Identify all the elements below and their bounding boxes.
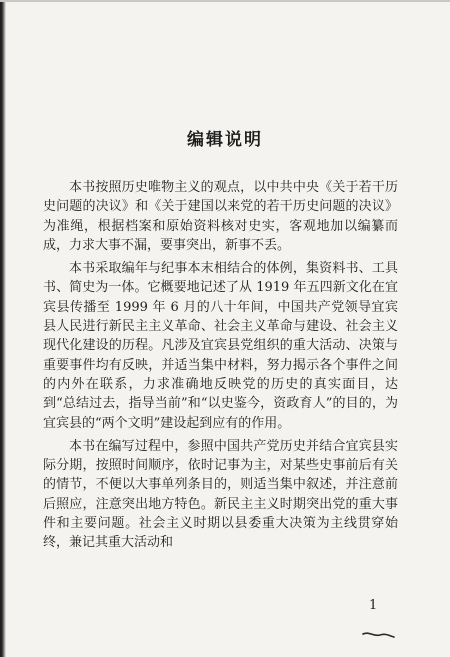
body-text <box>43 178 398 557</box>
scan-edge-shadow <box>0 0 6 657</box>
paragraph-3: 本书在编写过程中，参照中国共产党历史并结合宜宾县实际分期，按照时间顺序，依时记事为主，对某些史事前后有关的情节，不便以大事单列条目的，则适当集中叙述，并注意前后照应，注意突出地方特色。新民主主义时期突出党的重大事件和主要问题。社会主义时期以县委重大决策为主线贯穿始终，兼记其重大活动和 <box>43 438 398 551</box>
paragraph-2: 本书采取编年与纪事本末相结合的体例，集资料书、工具书、简史为一体。它概要地记述了从 1919 年五四新文化在宜宾县传播至 1999 年 6 月的八十年间，中国共产党领导宜宾县人民进行新民主主义革命、社会主义革命与建设、社会主义现代化建设的历程。凡涉及宜宾县党组织的重大活动、决策与重要事件均有反映，并适当集中材料，努力揭示各个事件之间的内外在联系，力求准确地反映党的历史的真实面目，达到“总结过去，指导当前”和“以史鉴今，资政育人”的目的，为宜宾县的“两个文明”建设起到应有的作用。 <box>43 261 398 431</box>
page-title: 编辑说明 <box>187 130 263 150</box>
pen-mark-icon <box>360 628 396 642</box>
scan-edge-top <box>0 0 450 2</box>
page-number: 1 <box>369 598 378 613</box>
paragraph-1: 本书按照历史唯物主义的观点，以中共中央《关于若干历史问题的决议》和《关于建国以来党的若干历史问题的决议》为准绳，根据档案和原始资料核对史实，客观地加以编纂而成，力求大事不漏，要事突出，新事不丢。 <box>43 180 398 253</box>
